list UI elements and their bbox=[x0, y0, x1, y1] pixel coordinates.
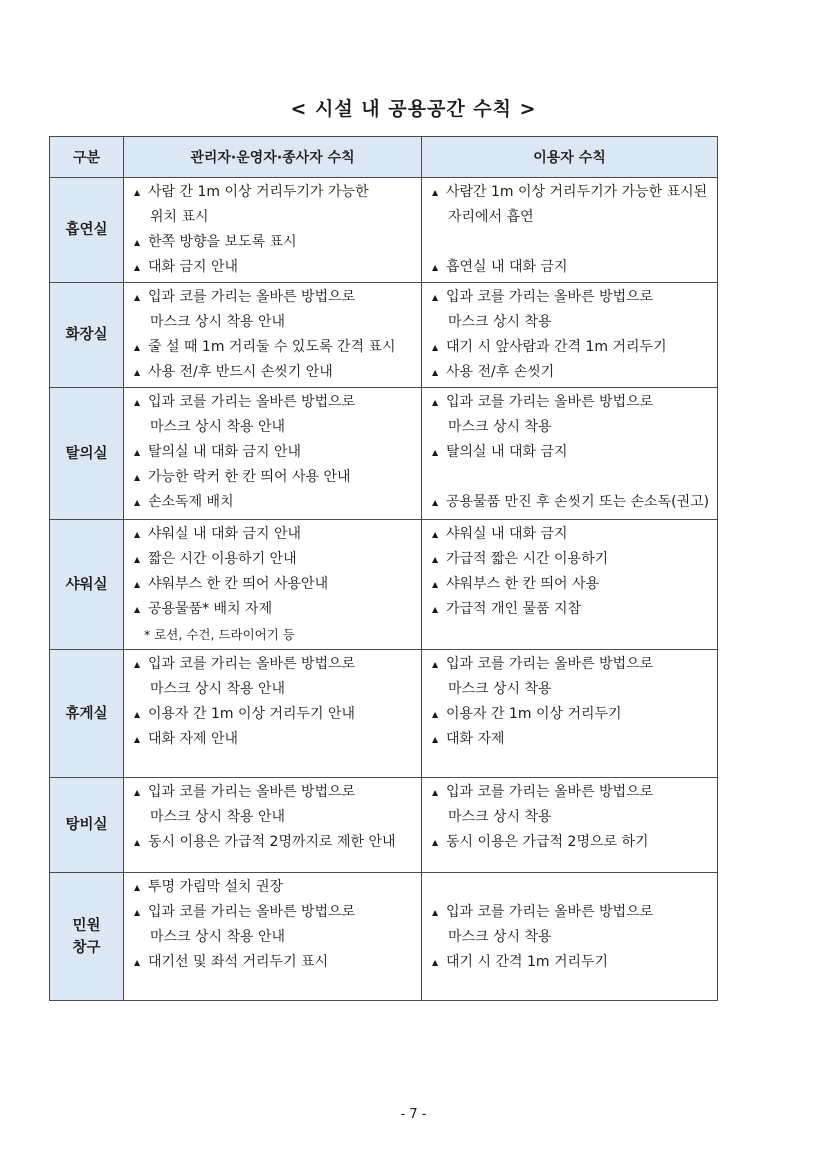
rule-text: 마스크 상시 착용 안내 bbox=[150, 929, 286, 945]
triangle-bullet-icon: ▲ bbox=[134, 293, 141, 302]
rule-text: 한쪽 방향을 보도록 표시 bbox=[148, 234, 297, 250]
triangle-bullet-icon: ▲ bbox=[432, 293, 439, 302]
rule-text: 사람간 1m 이상 거리두기가 가능한 표시된 bbox=[446, 184, 708, 200]
rule-item bbox=[430, 390, 711, 415]
rule-text: 마스크 상시 착용 bbox=[448, 929, 552, 945]
rule-item bbox=[430, 830, 711, 855]
table-row bbox=[50, 520, 718, 650]
header-category: 구분 bbox=[50, 137, 124, 178]
rule-item bbox=[430, 285, 711, 310]
rule-text: 짧은 시간 이용하기 안내 bbox=[148, 551, 297, 567]
rule-item bbox=[132, 830, 415, 855]
triangle-bullet-icon: ▲ bbox=[134, 238, 141, 247]
rule-text: 마스크 상시 착용 안내 bbox=[150, 419, 286, 435]
rule-item bbox=[430, 310, 711, 335]
triangle-bullet-icon: ▲ bbox=[134, 448, 141, 457]
rule-text: 가급적 짧은 시간 이용하기 bbox=[446, 551, 609, 567]
rule-item bbox=[132, 360, 415, 385]
rule-item bbox=[132, 180, 415, 205]
rule-text: 입과 코를 가리는 올바른 방법으로 bbox=[446, 904, 654, 920]
rule-item bbox=[132, 727, 415, 752]
staff-rules-cell bbox=[124, 520, 422, 650]
rule-text: 대기 시 앞사람과 간격 1m 거리두기 bbox=[446, 339, 667, 355]
category-cell bbox=[50, 520, 124, 650]
rule-item bbox=[430, 360, 711, 385]
triangle-bullet-icon: ▲ bbox=[432, 788, 439, 797]
rule-text: 샤워부스 한 칸 띄어 사용 bbox=[446, 576, 600, 592]
table-row bbox=[50, 778, 718, 873]
triangle-bullet-icon: ▲ bbox=[432, 368, 439, 377]
rule-item bbox=[132, 310, 415, 335]
user-rules-cell bbox=[422, 778, 718, 873]
rule-text: 대화 금지 안내 bbox=[148, 259, 239, 275]
header-user-rules: 이용자 수칙 bbox=[422, 137, 718, 178]
rule-text: 이용자 간 1m 이상 거리두기 안내 bbox=[148, 706, 356, 722]
triangle-bullet-icon: ▲ bbox=[134, 710, 141, 719]
staff-rules-cell bbox=[124, 650, 422, 778]
triangle-bullet-icon: ▲ bbox=[432, 448, 439, 457]
user-rules-cell bbox=[422, 520, 718, 650]
triangle-bullet-icon: ▲ bbox=[134, 368, 141, 377]
triangle-bullet-icon: ▲ bbox=[432, 838, 439, 847]
table-row bbox=[50, 283, 718, 388]
rule-text: 위치 표시 bbox=[150, 209, 209, 225]
rule-item bbox=[430, 677, 711, 702]
rule-item bbox=[132, 490, 415, 515]
rule-item bbox=[132, 465, 415, 490]
rule-item bbox=[132, 285, 415, 310]
rule-item bbox=[132, 875, 415, 900]
rule-item bbox=[430, 465, 711, 490]
triangle-bullet-icon: ▲ bbox=[134, 263, 141, 272]
category-label: 흡연실 bbox=[65, 222, 108, 238]
table-body bbox=[50, 178, 718, 1001]
rule-item bbox=[132, 335, 415, 360]
rule-text: 대기선 및 좌석 거리두기 표시 bbox=[148, 954, 329, 970]
rule-text: 마스크 상시 착용 bbox=[448, 314, 552, 330]
rule-text: 대화 자제 bbox=[446, 731, 505, 747]
rule-item bbox=[132, 780, 415, 805]
rule-item bbox=[132, 255, 415, 280]
rule-text: 손소독제 배치 bbox=[148, 494, 234, 510]
rule-item bbox=[132, 925, 415, 950]
triangle-bullet-icon: ▲ bbox=[134, 555, 141, 564]
triangle-bullet-icon: ▲ bbox=[134, 580, 141, 589]
user-rules-cell bbox=[422, 283, 718, 388]
rule-text: 마스크 상시 착용 안내 bbox=[150, 681, 286, 697]
category-label: 민원 창구 bbox=[72, 917, 101, 956]
category-label: 샤워실 bbox=[65, 576, 108, 593]
rule-item bbox=[132, 702, 415, 727]
rule-item bbox=[132, 950, 415, 975]
rule-text: 대화 자제 안내 bbox=[148, 731, 239, 747]
rule-item bbox=[430, 875, 711, 900]
user-rules-cell bbox=[422, 650, 718, 778]
category-label: 화장실 bbox=[65, 327, 108, 343]
rule-item bbox=[430, 180, 711, 205]
triangle-bullet-icon: ▲ bbox=[134, 735, 141, 744]
rule-item bbox=[132, 522, 415, 547]
rule-item bbox=[430, 547, 711, 572]
category-label: 탈의실 bbox=[65, 445, 108, 462]
rule-item bbox=[430, 702, 711, 727]
triangle-bullet-icon: ▲ bbox=[134, 398, 141, 407]
triangle-bullet-icon: ▲ bbox=[432, 908, 439, 917]
triangle-bullet-icon: ▲ bbox=[134, 343, 141, 352]
triangle-bullet-icon: ▲ bbox=[432, 735, 439, 744]
header-staff-rules: 관리자·운영자·종사자 수칙 bbox=[124, 137, 422, 178]
triangle-bullet-icon: ▲ bbox=[432, 188, 439, 197]
triangle-bullet-icon: ▲ bbox=[134, 908, 141, 917]
rule-item bbox=[132, 652, 415, 677]
rule-text: 입과 코를 가리는 올바른 방법으로 bbox=[446, 289, 654, 305]
rule-text: 입과 코를 가리는 올바른 방법으로 bbox=[148, 394, 356, 410]
rule-item bbox=[132, 805, 415, 830]
rule-footnote bbox=[132, 622, 415, 647]
triangle-bullet-icon: ▲ bbox=[432, 498, 439, 507]
category-cell bbox=[50, 650, 124, 778]
category-cell bbox=[50, 873, 124, 1001]
triangle-bullet-icon: ▲ bbox=[134, 788, 141, 797]
rule-item bbox=[430, 900, 711, 925]
triangle-bullet-icon: ▲ bbox=[432, 605, 439, 614]
staff-rules-cell bbox=[124, 873, 422, 1001]
rule-text: 탈의실 내 대화 금지 bbox=[446, 444, 568, 460]
rule-text: 탈의실 내 대화 금지 안내 bbox=[148, 444, 302, 460]
rule-item bbox=[132, 900, 415, 925]
user-rules-cell bbox=[422, 178, 718, 283]
triangle-bullet-icon: ▲ bbox=[432, 580, 439, 589]
staff-rules-cell bbox=[124, 178, 422, 283]
rule-text: 대기 시 간격 1m 거리두기 bbox=[446, 954, 609, 970]
category-cell bbox=[50, 178, 124, 283]
category-cell bbox=[50, 778, 124, 873]
rule-item bbox=[430, 950, 711, 975]
rule-item bbox=[430, 335, 711, 360]
rule-text: 입과 코를 가리는 올바른 방법으로 bbox=[446, 784, 654, 800]
rule-item bbox=[430, 205, 711, 230]
category-cell bbox=[50, 283, 124, 388]
rules-table bbox=[49, 136, 718, 1001]
rule-item bbox=[132, 415, 415, 440]
rule-text: 사람 간 1m 이상 거리두기가 가능한 bbox=[148, 184, 369, 200]
rule-text: 공용물품 만진 후 손씻기 또는 손소독(권고) bbox=[446, 494, 710, 510]
rule-item bbox=[132, 205, 415, 230]
category-label: 휴게실 bbox=[65, 705, 108, 722]
rule-item bbox=[132, 390, 415, 415]
user-rules-cell bbox=[422, 873, 718, 1001]
staff-rules-cell bbox=[124, 778, 422, 873]
rule-text: 이용자 간 1m 이상 거리두기 bbox=[446, 706, 622, 722]
rule-text: 동시 이용은 가급적 2명까지로 제한 안내 bbox=[148, 834, 396, 850]
rule-text: 샤워실 내 대화 금지 안내 bbox=[148, 526, 302, 542]
triangle-bullet-icon: ▲ bbox=[134, 605, 141, 614]
triangle-bullet-icon: ▲ bbox=[134, 498, 141, 507]
triangle-bullet-icon: ▲ bbox=[134, 660, 141, 669]
rule-item bbox=[132, 440, 415, 465]
rule-text: 마스크 상시 착용 bbox=[448, 681, 552, 697]
rule-item bbox=[430, 490, 711, 515]
rule-text: 입과 코를 가리는 올바른 방법으로 bbox=[446, 394, 654, 410]
rule-text: 입과 코를 가리는 올바른 방법으로 bbox=[148, 904, 356, 920]
page-title: < 시설 내 공용공간 수칙 > bbox=[290, 98, 537, 120]
rule-text: 공용물품* 배치 자제 bbox=[148, 601, 273, 617]
rule-text: 입과 코를 가리는 올바른 방법으로 bbox=[148, 289, 356, 305]
staff-rules-cell bbox=[124, 283, 422, 388]
rule-text: 가급적 개인 물품 지참 bbox=[446, 601, 582, 617]
rule-text: 샤워실 내 대화 금지 bbox=[446, 526, 568, 542]
triangle-bullet-icon: ▲ bbox=[134, 883, 141, 892]
rule-item bbox=[430, 440, 711, 465]
triangle-bullet-icon: ▲ bbox=[134, 530, 141, 539]
rule-item bbox=[430, 522, 711, 547]
triangle-bullet-icon: ▲ bbox=[432, 343, 439, 352]
triangle-bullet-icon: ▲ bbox=[432, 660, 439, 669]
rule-text: 사용 전/후 손씻기 bbox=[446, 364, 555, 380]
triangle-bullet-icon: ▲ bbox=[432, 398, 439, 407]
rule-text: 입과 코를 가리는 올바른 방법으로 bbox=[148, 656, 356, 672]
rule-item bbox=[132, 572, 415, 597]
triangle-bullet-icon: ▲ bbox=[134, 188, 141, 197]
rule-text: 입과 코를 가리는 올바른 방법으로 bbox=[148, 784, 356, 800]
rule-item bbox=[132, 597, 415, 622]
rule-text: 가능한 락커 한 칸 띄어 사용 안내 bbox=[148, 469, 351, 485]
rule-item bbox=[132, 677, 415, 702]
table-row bbox=[50, 178, 718, 283]
rule-text: 자리에서 흡연 bbox=[448, 209, 534, 225]
rule-item bbox=[430, 652, 711, 677]
triangle-bullet-icon: ▲ bbox=[134, 473, 141, 482]
staff-rules-cell bbox=[124, 388, 422, 520]
rule-text: 입과 코를 가리는 올바른 방법으로 bbox=[446, 656, 654, 672]
triangle-bullet-icon: ▲ bbox=[432, 710, 439, 719]
rule-text: * 로션, 수건, 드라이어기 등 bbox=[144, 627, 295, 642]
table-row bbox=[50, 650, 718, 778]
triangle-bullet-icon: ▲ bbox=[432, 958, 439, 967]
rule-text: 마스크 상시 착용 안내 bbox=[150, 314, 286, 330]
triangle-bullet-icon: ▲ bbox=[432, 555, 439, 564]
rule-text: 마스크 상시 착용 bbox=[448, 419, 552, 435]
rule-item bbox=[430, 805, 711, 830]
rule-item bbox=[430, 925, 711, 950]
page-number: - 7 - bbox=[400, 1107, 427, 1122]
rule-item bbox=[430, 597, 711, 622]
rule-text: 동시 이용은 가급적 2명으로 하기 bbox=[446, 834, 649, 850]
rule-item bbox=[430, 572, 711, 597]
rule-item bbox=[430, 727, 711, 752]
rule-item bbox=[430, 230, 711, 255]
table-row bbox=[50, 388, 718, 520]
rule-text: 마스크 상시 착용 안내 bbox=[150, 809, 286, 825]
triangle-bullet-icon: ▲ bbox=[134, 838, 141, 847]
table-header-row bbox=[50, 137, 718, 178]
table-row bbox=[50, 873, 718, 1001]
rule-text: 투명 가림막 설치 권장 bbox=[148, 879, 284, 895]
category-cell bbox=[50, 388, 124, 520]
rule-item bbox=[132, 230, 415, 255]
rule-text: 마스크 상시 착용 bbox=[448, 809, 552, 825]
rule-text: 샤워부스 한 칸 띄어 사용안내 bbox=[148, 576, 329, 592]
rule-item bbox=[132, 547, 415, 572]
rule-text: 흡연실 내 대화 금지 bbox=[446, 259, 568, 275]
rule-item bbox=[430, 415, 711, 440]
triangle-bullet-icon: ▲ bbox=[432, 530, 439, 539]
rule-text: 줄 설 때 1m 거리둘 수 있도록 간격 표시 bbox=[148, 339, 396, 355]
triangle-bullet-icon: ▲ bbox=[432, 263, 439, 272]
rule-text: 사용 전/후 반드시 손씻기 안내 bbox=[148, 364, 333, 380]
rule-item bbox=[430, 255, 711, 280]
rule-item bbox=[430, 780, 711, 805]
user-rules-cell bbox=[422, 388, 718, 520]
category-label: 탕비실 bbox=[65, 817, 108, 833]
triangle-bullet-icon: ▲ bbox=[134, 958, 141, 967]
